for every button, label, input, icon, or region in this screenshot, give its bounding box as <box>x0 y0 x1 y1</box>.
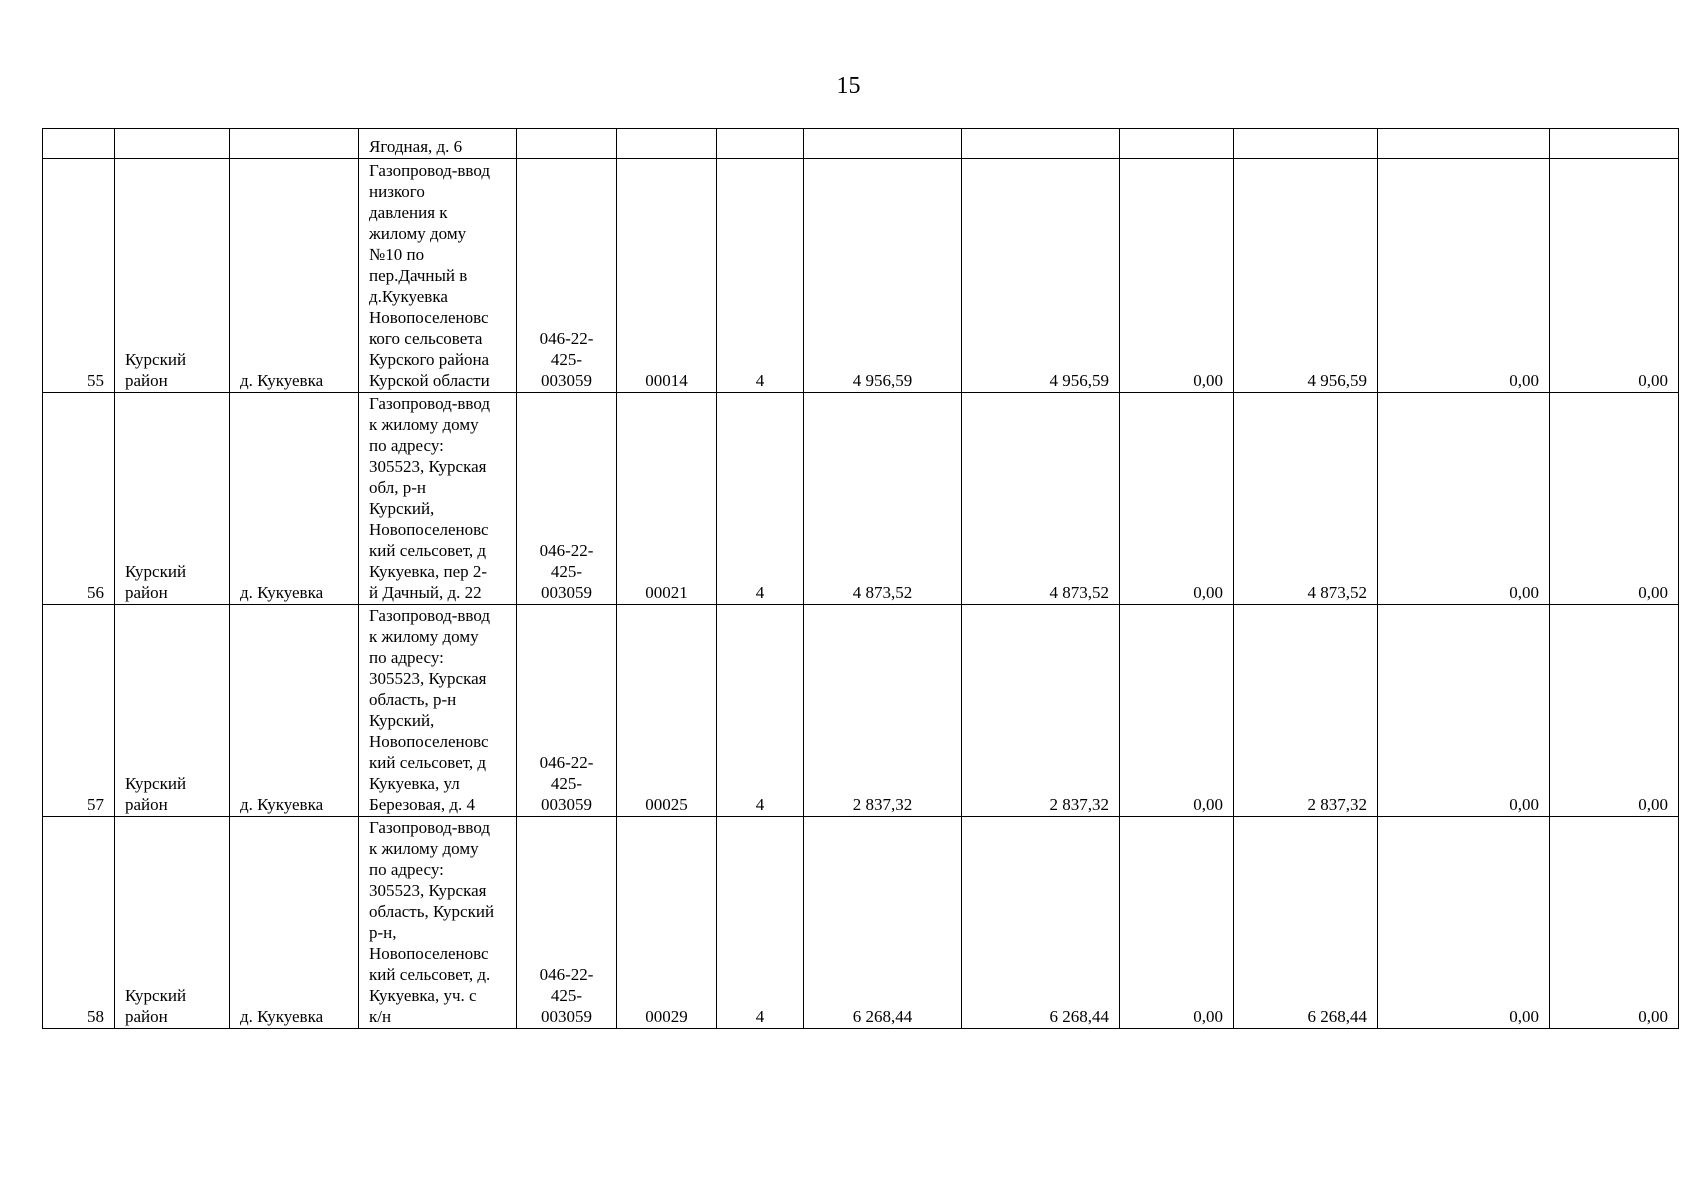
code-line: 003059 <box>541 583 592 602</box>
cell-value-6 <box>1550 129 1679 159</box>
code-line: 003059 <box>541 371 592 390</box>
cell-value-2: 4 956,59 <box>962 159 1120 393</box>
district-line: район <box>125 583 168 602</box>
code-line: 425- <box>550 562 583 581</box>
cell-qty: 4 <box>717 393 804 605</box>
description-line: Березовая, д. 4 <box>369 795 475 814</box>
description-line: низкого <box>369 182 425 201</box>
description-line: й Дачный, д. 22 <box>369 583 482 602</box>
description-line: по адресу: <box>369 648 444 667</box>
cell-qty: 4 <box>717 159 804 393</box>
cell-description <box>359 817 517 1029</box>
cell-value-4 <box>1234 129 1378 159</box>
description-line: р-н, <box>369 923 397 942</box>
district-line: Курский <box>125 774 187 793</box>
cell-num <box>43 129 115 159</box>
district-line: район <box>125 371 168 390</box>
description-line: 305523, Курская <box>369 457 487 476</box>
cell-place: д. Кукуевка <box>230 817 359 1029</box>
cell-value-3: 0,00 <box>1120 393 1234 605</box>
description-line: Курской области <box>369 371 490 390</box>
cell-value-3: 0,00 <box>1120 817 1234 1029</box>
district-line: район <box>125 1007 168 1026</box>
cell-value-6: 0,00 <box>1550 605 1679 817</box>
description-line: д.Кукуевка <box>369 287 448 306</box>
cell-value-5: 0,00 <box>1378 605 1550 817</box>
cell-value-1: 4 873,52 <box>804 393 962 605</box>
cell-value-2: 2 837,32 <box>962 605 1120 817</box>
description-line: 305523, Курская <box>369 669 487 688</box>
description-line: к/н <box>369 1007 392 1026</box>
description-line: к жилому дому <box>369 839 479 858</box>
description-line: Новопоселеновс <box>369 308 489 327</box>
description-line: Кукуевка, ул <box>369 774 460 793</box>
code-line: 003059 <box>541 795 592 814</box>
description-line: Новопоселеновс <box>369 520 489 539</box>
district-line: Курский <box>125 986 187 1005</box>
cell-value-3 <box>1120 129 1234 159</box>
description-line: №10 по <box>369 245 425 264</box>
description-line: жилому дому <box>369 224 467 243</box>
description-line: обл, р-н <box>369 478 426 497</box>
cell-value-4: 6 268,44 <box>1234 817 1378 1029</box>
code-line: 046-22- <box>539 753 594 772</box>
description-line: к жилому дому <box>369 627 479 646</box>
code-line: 046-22- <box>539 329 594 348</box>
description-line: давления к <box>369 203 448 222</box>
cell-inventory: 00025 <box>617 605 717 817</box>
description-line: кий сельсовет, д <box>369 541 487 560</box>
cell-description <box>359 605 517 817</box>
cell-value-6: 0,00 <box>1550 159 1679 393</box>
description-line: по адресу: <box>369 860 444 879</box>
cell-value-2: 6 268,44 <box>962 817 1120 1029</box>
description-line: кий сельсовет, д <box>369 753 487 772</box>
cell-value-4: 4 873,52 <box>1234 393 1378 605</box>
cell-place <box>230 129 359 159</box>
cell-description <box>359 393 517 605</box>
description-line: Кукуевка, пер 2- <box>369 562 488 581</box>
cell-place: д. Кукуевка <box>230 159 359 393</box>
code-line: 425- <box>550 350 583 369</box>
table-row-continuation <box>43 129 1679 159</box>
code-line: 046-22- <box>539 541 594 560</box>
registry-table <box>42 128 1679 1029</box>
cell-value-5 <box>1378 129 1550 159</box>
cell-inventory: 00014 <box>617 159 717 393</box>
cell-value-3: 0,00 <box>1120 159 1234 393</box>
cell-value-5: 0,00 <box>1378 159 1550 393</box>
description-line: Ягодная, д. 6 <box>369 137 463 156</box>
cell-qty <box>717 129 804 159</box>
cell-code <box>517 605 617 817</box>
cell-district <box>115 817 230 1029</box>
description-line: 305523, Курская <box>369 881 487 900</box>
cell-district <box>115 129 230 159</box>
description-line: Газопровод-ввод <box>369 606 490 625</box>
cell-value-2: 4 873,52 <box>962 393 1120 605</box>
cell-code <box>517 159 617 393</box>
description-line: Курский, <box>369 711 435 730</box>
description-line: Новопоселеновс <box>369 944 489 963</box>
description-line: Курского района <box>369 350 490 369</box>
description-line: кий сельсовет, д. <box>369 965 491 984</box>
cell-num: 58 <box>43 817 115 1029</box>
cell-value-5: 0,00 <box>1378 817 1550 1029</box>
table-row <box>43 817 1679 1029</box>
cell-value-4: 4 956,59 <box>1234 159 1378 393</box>
cell-qty: 4 <box>717 605 804 817</box>
cell-description <box>359 159 517 393</box>
district-line: Курский <box>125 562 187 581</box>
cell-value-6: 0,00 <box>1550 393 1679 605</box>
cell-inventory <box>617 129 717 159</box>
code-line: 425- <box>550 774 583 793</box>
cell-place: д. Кукуевка <box>230 605 359 817</box>
cell-value-1: 2 837,32 <box>804 605 962 817</box>
cell-value-3: 0,00 <box>1120 605 1234 817</box>
description-line: Курский, <box>369 499 435 518</box>
cell-code <box>517 129 617 159</box>
cell-place: д. Кукуевка <box>230 393 359 605</box>
cell-num: 56 <box>43 393 115 605</box>
cell-district <box>115 393 230 605</box>
cell-inventory: 00021 <box>617 393 717 605</box>
cell-code <box>517 393 617 605</box>
cell-description <box>359 129 517 159</box>
cell-qty: 4 <box>717 817 804 1029</box>
cell-value-1: 4 956,59 <box>804 159 962 393</box>
description-line: Газопровод-ввод <box>369 394 490 413</box>
cell-value-6: 0,00 <box>1550 817 1679 1029</box>
description-line: область, р-н <box>369 690 457 709</box>
description-line: Газопровод-ввод <box>369 161 490 180</box>
cell-district <box>115 605 230 817</box>
description-line: пер.Дачный в <box>369 266 468 285</box>
cell-inventory: 00029 <box>617 817 717 1029</box>
cell-value-5: 0,00 <box>1378 393 1550 605</box>
description-line: область, Курский <box>369 902 495 921</box>
description-line: кого сельсовета <box>369 329 483 348</box>
cell-num: 57 <box>43 605 115 817</box>
cell-value-1 <box>804 129 962 159</box>
district-line: Курский <box>125 350 187 369</box>
cell-code <box>517 817 617 1029</box>
description-line: по адресу: <box>369 436 444 455</box>
table-row <box>43 605 1679 817</box>
cell-value-1: 6 268,44 <box>804 817 962 1029</box>
description-line: к жилому дому <box>369 415 479 434</box>
description-line: Газопровод-ввод <box>369 818 490 837</box>
cell-value-2 <box>962 129 1120 159</box>
cell-district <box>115 159 230 393</box>
district-line: район <box>125 795 168 814</box>
cell-value-4: 2 837,32 <box>1234 605 1378 817</box>
code-line: 425- <box>550 986 583 1005</box>
table-row <box>43 393 1679 605</box>
description-line: Новопоселеновс <box>369 732 489 751</box>
cell-num: 55 <box>43 159 115 393</box>
code-line: 003059 <box>541 1007 592 1026</box>
code-line: 046-22- <box>539 965 594 984</box>
table-row <box>43 159 1679 393</box>
page-number: 15 <box>836 73 861 99</box>
description-line: Кукуевка, уч. с <box>369 986 477 1005</box>
